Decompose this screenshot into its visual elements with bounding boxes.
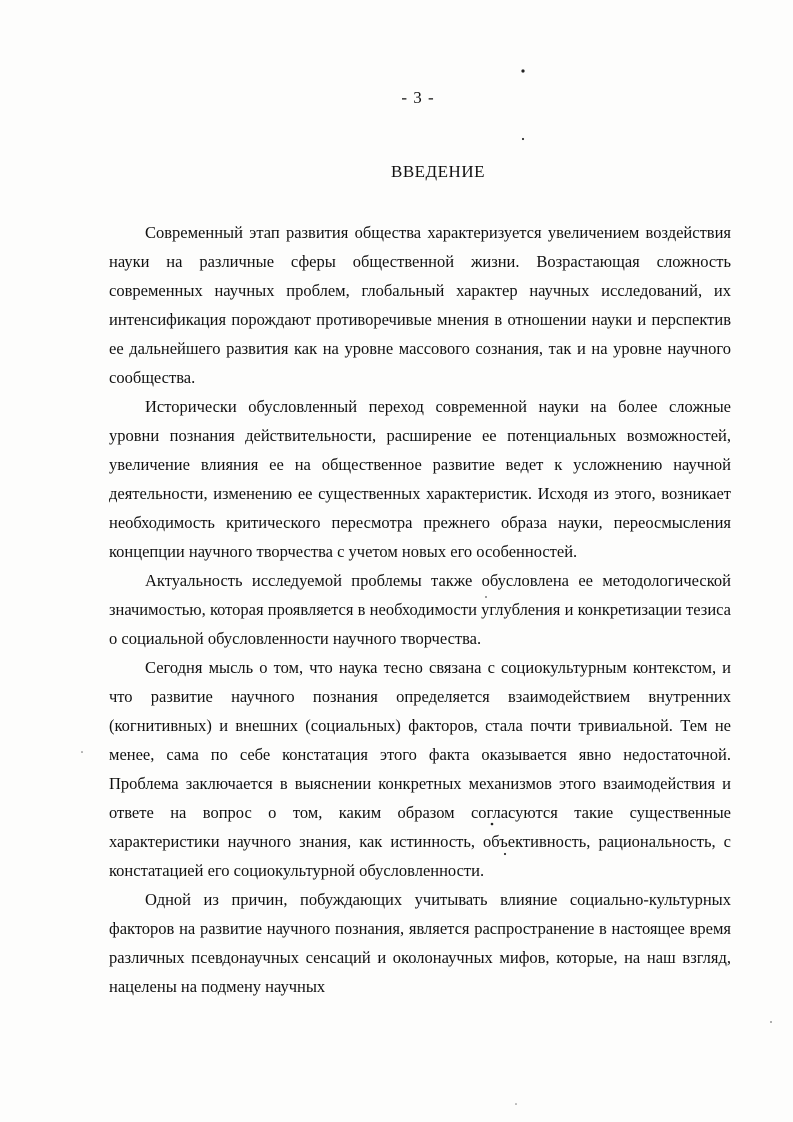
paragraph: Исторически обусловленный переход современной науки на более сложные уровни познания действительности, расширение ее потенциальных возможностей, увеличение влияния ее на общественное развитие ведет к усложнению научной деятельности, изменению ее существенных характеристик. Исходя из этого, возникает необходимость критического пересмотра прежнего образа науки, переосмысления концепции научного творчества с учетом новых его особенностей. bbox=[109, 397, 731, 561]
paragraph: Современный этап развития общества характеризуется увеличением воздействия науки на различные сферы общественной жизни. Возрастающая сложность современных научных проблем, глобальный характер научных исследований, их интенсификация порождают противоречивые мнения в отношении науки и перспектив ее дальнейшего развития как на уровне массового сознания, так и на уровне научного сообщества. bbox=[109, 223, 731, 387]
paragraph: Актуальность исследуемой проблемы также обусловлена ее методологической значимостью, которая проявляется в необходимости углубления и конкретизации тезиса о социальной обусловленности научного творчества. bbox=[109, 571, 731, 648]
body-text bbox=[109, 218, 731, 1001]
scan-speck bbox=[521, 69, 524, 72]
paragraph: Одной из причин, побуждающих учитывать влияние социально-культурных факторов на развитие научного познания, является распространение в настоящее время различных псевдонаучных сенсаций и околонаучных мифов, которые, на наш взгляд, нацелены на подмену научных bbox=[109, 890, 731, 996]
scan-speck bbox=[515, 1103, 517, 1105]
page-number: - 3 - bbox=[401, 88, 435, 107]
paragraph: Сегодня мысль о том, что наука тесно связана с социокультурным контекстом, и что развитие научного познания определяется взаимодействием внутренних (когнитивных) и внешних (социальных) факторов, стала почти тривиальной. Тем не менее, сама по себе констатация этого факта оказывается явно недостаточной. Проблема заключается в выяснении конкретных механизмов этого взаимодействия и ответе на вопрос о том, каким образом согласуются такие существенные характеристики научного знания, как истинность, объективность, рациональность, с констатацией его социокультурной обусловленности. bbox=[109, 658, 731, 880]
scan-speck bbox=[522, 138, 524, 140]
scan-speck bbox=[81, 751, 83, 753]
section-heading: ВВЕДЕНИЕ bbox=[391, 162, 485, 181]
scan-speck bbox=[770, 1021, 772, 1023]
